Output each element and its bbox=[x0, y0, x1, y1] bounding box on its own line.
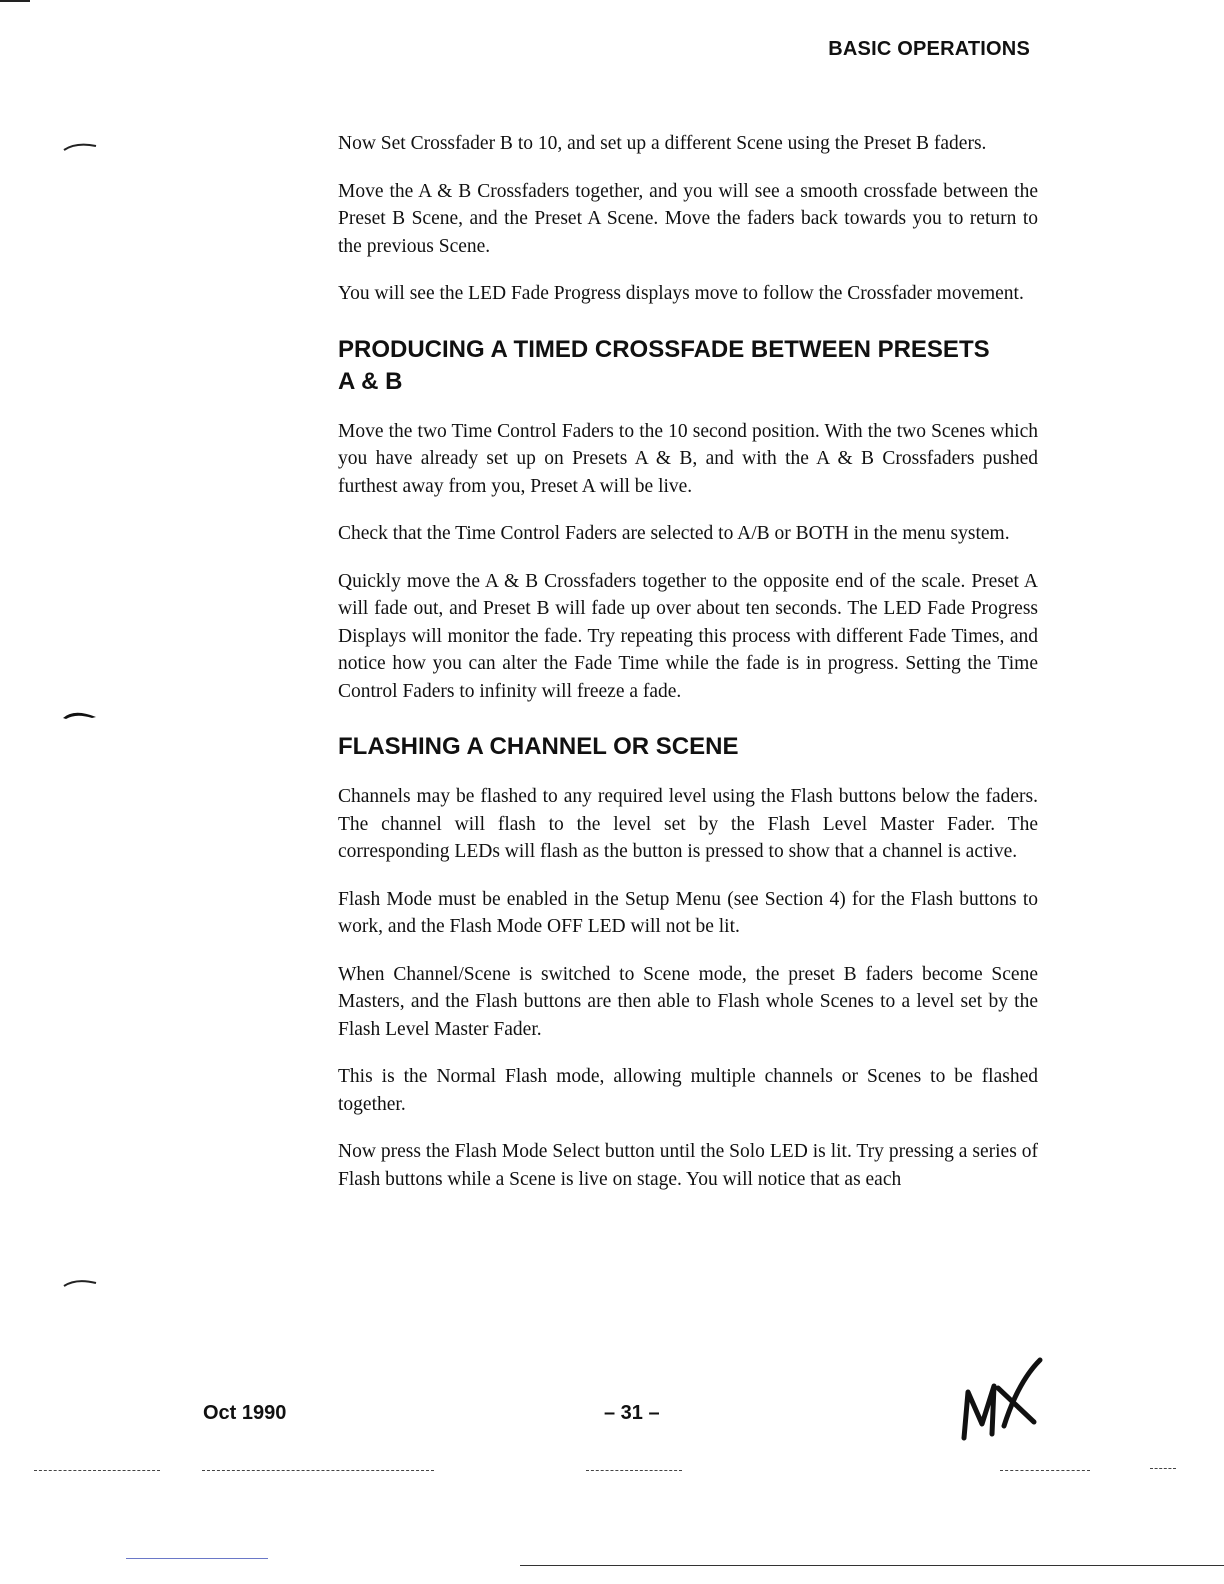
page-body bbox=[338, 130, 1038, 1213]
paragraph-flash-mode-enable: Flash Mode must be enabled in the Setup Menu (see Section 4) for the Flash buttons to work, and the Flash Mode OFF LED will not be lit. bbox=[338, 888, 1038, 937]
binding-hole-mark-top bbox=[62, 140, 98, 152]
paragraph-scene-mode: When Channel/Scene is switched to Scene mode, the preset B faders become Scene Masters, and the Flash buttons are then able to Flash whole Scenes to a level set by the Flash Level Master Fader. bbox=[338, 963, 1038, 1040]
scan-artifact-line bbox=[586, 1470, 682, 1471]
paragraph-time-control: Move the two Time Control Faders to the 10 second position. With the two Scenes which you have already set up on Presets A & B, and with the A & B Crossfaders pushed furthest away from you, Preset A will be live. bbox=[338, 420, 1038, 497]
section-heading-flashing: FLASHING A CHANNEL OR SCENE bbox=[338, 733, 739, 760]
paragraph-led-progress: You will see the LED Fade Progress displays move to follow the Crossfader movement. bbox=[338, 283, 1024, 304]
binding-hole-mark-bottom bbox=[62, 1276, 98, 1288]
heading-line: A & B bbox=[338, 367, 403, 395]
page-number: – 31 – bbox=[604, 1402, 660, 1424]
section-heading-timed-crossfade bbox=[338, 334, 1038, 398]
running-head: BASIC OPERATIONS bbox=[828, 38, 1030, 60]
scan-artifact-line bbox=[202, 1470, 434, 1471]
top-edge-mark bbox=[0, 0, 30, 2]
scan-artifact-line bbox=[34, 1470, 160, 1471]
paragraph-flash-level: Channels may be flashed to any required level using the Flash buttons below the faders. The channel will flash to the level set by the Flash Level Master Fader. The corresponding LEDs will flash as the button is pressed to show that a channel is active. bbox=[338, 786, 1038, 862]
blue-rule bbox=[126, 1558, 268, 1559]
paragraph-check-faders: Check that the Time Control Faders are selected to A/B or BOTH in the menu system. bbox=[338, 523, 1010, 544]
footer-date: Oct 1990 bbox=[203, 1402, 287, 1424]
scan-artifact-line bbox=[1150, 1468, 1176, 1469]
paragraph-solo-mode: Now press the Flash Mode Select button until the Solo LED is lit. Try pressing a series of Flash buttons while a Scene is live on stage. You will notice that as each bbox=[338, 1141, 1038, 1190]
binding-hole-mark-middle bbox=[62, 708, 98, 720]
paragraph-smooth-crossfade: Move the A & B Crossfaders together, and you will see a smooth crossfade between the Preset B Scene, and the Preset A Scene. Move the faders back towards you to return to the previous Scene. bbox=[338, 180, 1038, 257]
paragraph-quick-move: Quickly move the A & B Crossfaders together to the opposite end of the scale. Preset A will fade out, and Preset B will fade up over about ten seconds. The LED Fade Progress Displays will monitor the fade. Try repeating this process with different Fade Times, and notice how you can alter the Fade Time while the fade is in progress. Setting the Time Control Faders to infinity will freeze a fade. bbox=[338, 570, 1038, 702]
mx-handwritten-logo bbox=[952, 1352, 1048, 1444]
heading-line: PRODUCING A TIMED CROSSFADE BETWEEN PRESETS bbox=[338, 335, 990, 363]
paragraph-crossfader-b: Now Set Crossfader B to 10, and set up a different Scene using the Preset B faders. bbox=[338, 133, 987, 154]
bottom-rule bbox=[520, 1565, 1224, 1566]
paragraph-normal-flash: This is the Normal Flash mode, allowing multiple channels or Scenes to be flashed together. bbox=[338, 1066, 1038, 1115]
scan-artifact-line bbox=[1000, 1470, 1090, 1471]
